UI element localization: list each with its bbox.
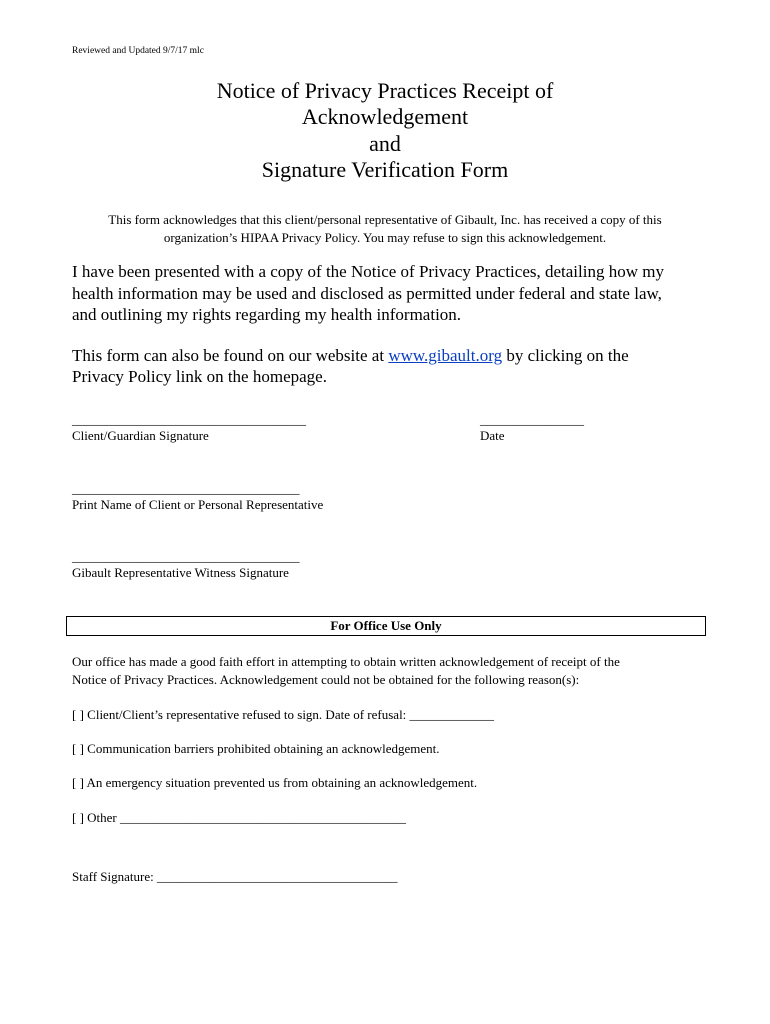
staff-signature[interactable]: Staff Signature: _____________________________________: [72, 869, 398, 884]
date-line[interactable]: ________________: [480, 412, 584, 427]
page-title-line-2: Acknowledgement: [301, 104, 469, 129]
office-paragraph-line-1: Our office has made a good faith effort in attempting to obtain written acknowledgement of receipt of the: [72, 654, 620, 669]
website-line-2: Privacy Policy link on the homepage.: [72, 367, 327, 386]
witness-signature-label: Gibault Representative Witness Signature: [72, 565, 289, 580]
reason-emergency[interactable]: [ ] An emergency situation prevented us from obtaining an acknowledgement.: [72, 775, 478, 790]
client-signature-label: Client/Guardian Signature: [72, 428, 209, 443]
reason-communication-barriers[interactable]: [ ] Communication barriers prohibited obtaining an acknowledgement.: [72, 741, 440, 756]
print-name-label: Print Name of Client or Personal Representative: [72, 497, 324, 512]
statement-line-2: health information may be used and disclosed as permitted under federal and state law,: [72, 284, 662, 303]
client-signature-line[interactable]: ____________________________________: [72, 412, 306, 427]
page-title-line-1: Notice of Privacy Practices Receipt of: [216, 78, 554, 103]
statement-line-3: and outlining my rights regarding my health information.: [72, 305, 462, 324]
page-title-line-4: Signature Verification Form: [261, 157, 509, 182]
intro-text-line-1: This form acknowledges that this client/personal representative of Gibault, Inc. has received a copy of this: [108, 212, 662, 227]
website-prefix: This form can also be found on our website at: [72, 346, 389, 365]
revision-note: Reviewed and Updated 9/7/17 mlc: [72, 46, 204, 56]
page-title-line-3: and: [369, 131, 401, 156]
date-label: Date: [480, 428, 505, 443]
intro-text-line-2: organization’s HIPAA Privacy Policy. You may refuse to sign this acknowledgement.: [163, 230, 607, 245]
office-paragraph-line-2: Notice of Privacy Practices. Acknowledgement could not be obtained for the following reason(s):: [72, 672, 580, 687]
website-link[interactable]: www.gibault.org: [388, 346, 503, 365]
reason-other[interactable]: [ ] Other ____________________________________________: [72, 810, 407, 825]
witness-signature-line[interactable]: ___________________________________: [72, 549, 300, 564]
print-name-line[interactable]: ___________________________________: [72, 481, 300, 496]
website-suffix: by clicking on the: [502, 346, 629, 365]
office-use-heading: For Office Use Only: [66, 616, 706, 636]
reason-refused[interactable]: [ ] Client/Client’s representative refused to sign. Date of refusal: _____________: [72, 707, 495, 722]
statement-line-1: I have been presented with a copy of the Notice of Privacy Practices, detailing how my: [72, 262, 664, 281]
website-sentence: [72, 345, 629, 366]
